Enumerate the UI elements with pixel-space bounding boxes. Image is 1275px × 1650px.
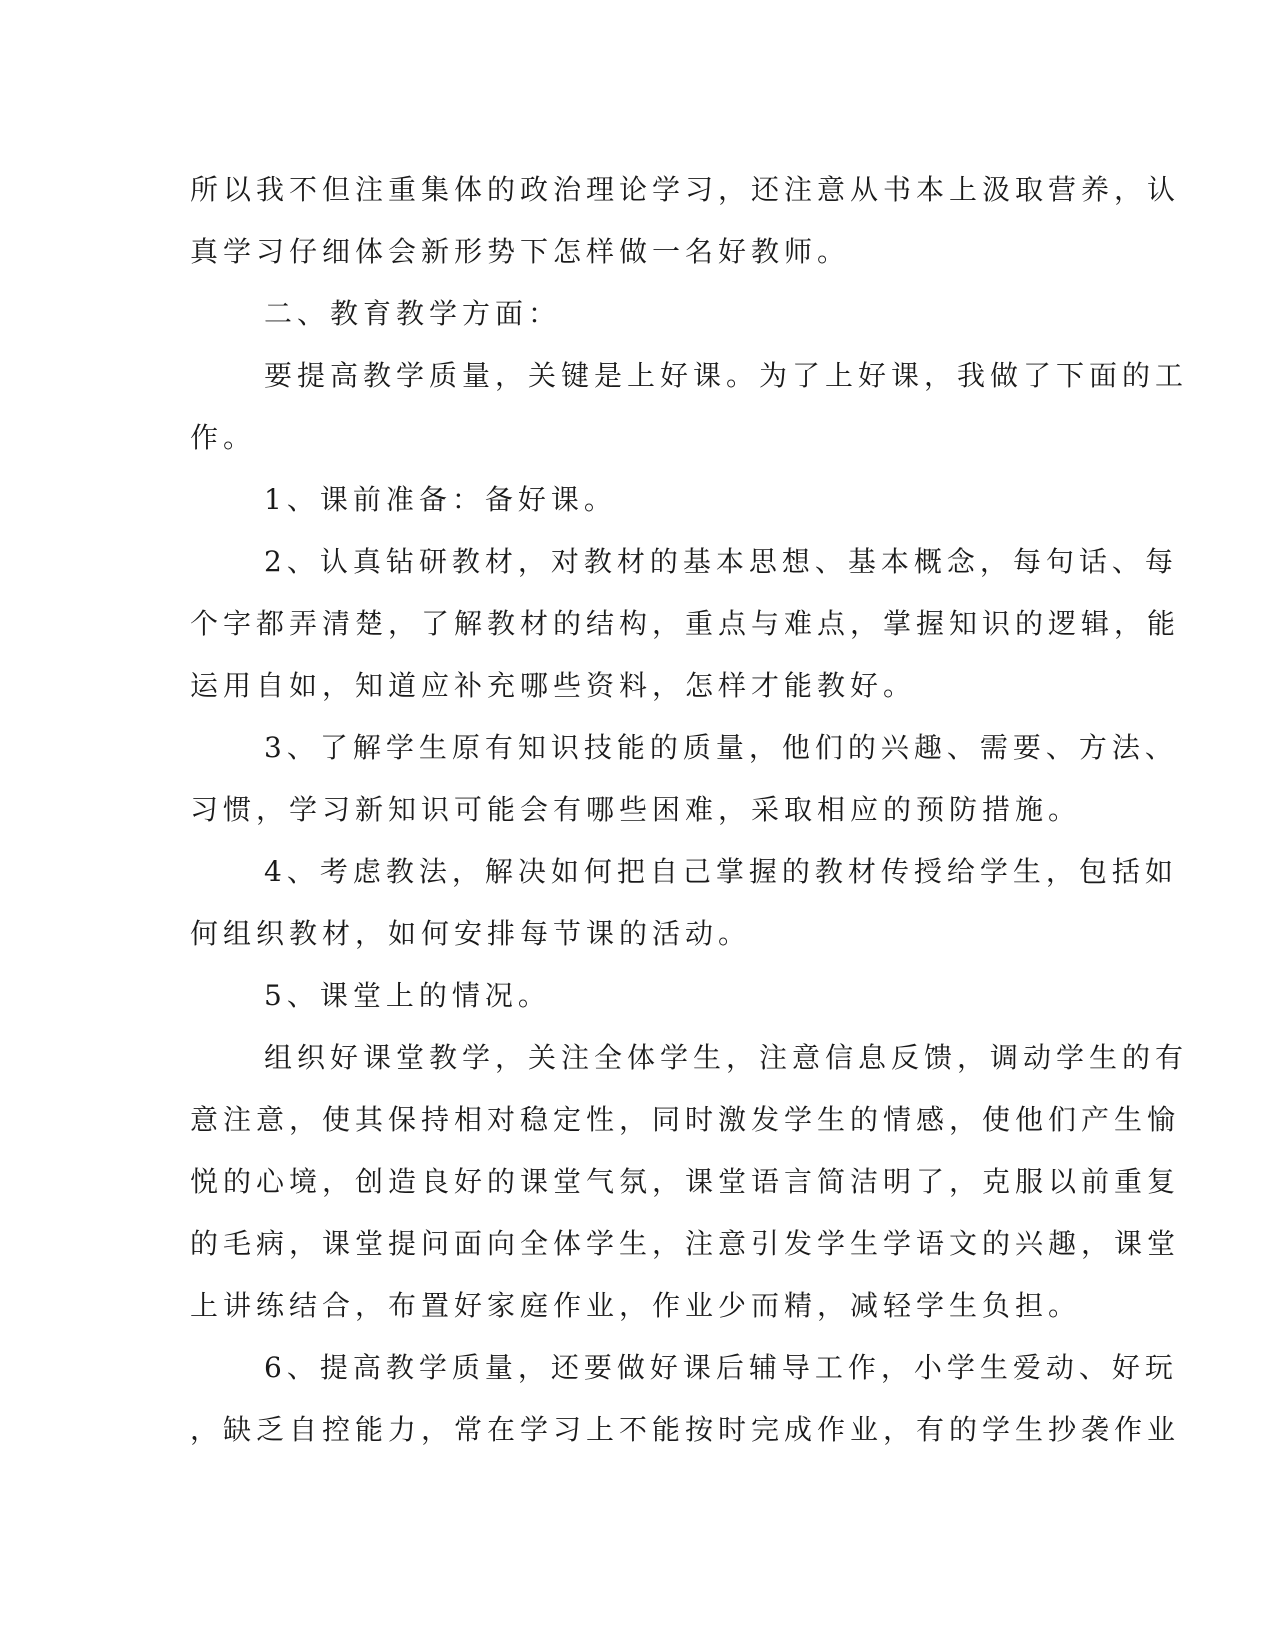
text-line: 悦的心境，创造良好的课堂气氛，课堂语言简洁明了，克服以前重复 — [190, 1165, 1181, 1198]
text-line: 组织好课堂教学，关注全体学生，注意信息反馈，调动学生的有 — [264, 1041, 1189, 1074]
text-line: 上讲练结合，布置好家庭作业，作业少而精，减轻学生负担。 — [190, 1289, 1082, 1322]
text-line: 2、认真钻研教材，对教材的基本思想、基本概念，每句话、每 — [264, 545, 1178, 578]
text-line: 所以我不但注重集体的政治理论学习，还注意从书本上汲取营养，认 — [190, 173, 1181, 206]
text-line: 的毛病，课堂提问面向全体学生，注意引发学生学语文的兴趣，课堂 — [190, 1227, 1181, 1260]
section-heading: 二、教育教学方面： — [264, 297, 562, 330]
text-line: 真学习仔细体会新形势下怎样做一名好教师。 — [190, 235, 851, 268]
text-line: 意注意，使其保持相对稳定性，同时激发学生的情感，使他们产生愉 — [190, 1103, 1181, 1136]
text-line: 个字都弄清楚，了解教材的结构，重点与难点，掌握知识的逻辑，能 — [190, 607, 1181, 640]
text-line: 习惯，学习新知识可能会有哪些困难，采取相应的预防措施。 — [190, 793, 1082, 826]
text-line: 3、了解学生原有知识技能的质量，他们的兴趣、需要、方法、 — [264, 731, 1178, 764]
text-line: 作。 — [190, 421, 257, 454]
text-line: 4、考虑教法，解决如何把自己掌握的教材传授给学生，包括如 — [264, 855, 1178, 888]
text-line: 要提高教学质量，关键是上好课。为了上好课，我做了下面的工 — [264, 359, 1189, 392]
list-item-heading: 5、课堂上的情况。 — [264, 979, 551, 1012]
text-line: 6、提高教学质量，还要做好课后辅导工作，小学生爱动、好玩 — [264, 1351, 1178, 1384]
text-line: 何组织教材，如何安排每节课的活动。 — [190, 917, 752, 950]
text-line: 运用自如，知道应补充哪些资料，怎样才能教好。 — [190, 669, 917, 702]
text-line: ，缺乏自控能力，常在学习上不能按时完成作业，有的学生抄袭作业 — [190, 1413, 1181, 1446]
list-item-heading: 1、课前准备：备好课。 — [264, 483, 617, 516]
document-body — [190, 159, 1189, 1461]
